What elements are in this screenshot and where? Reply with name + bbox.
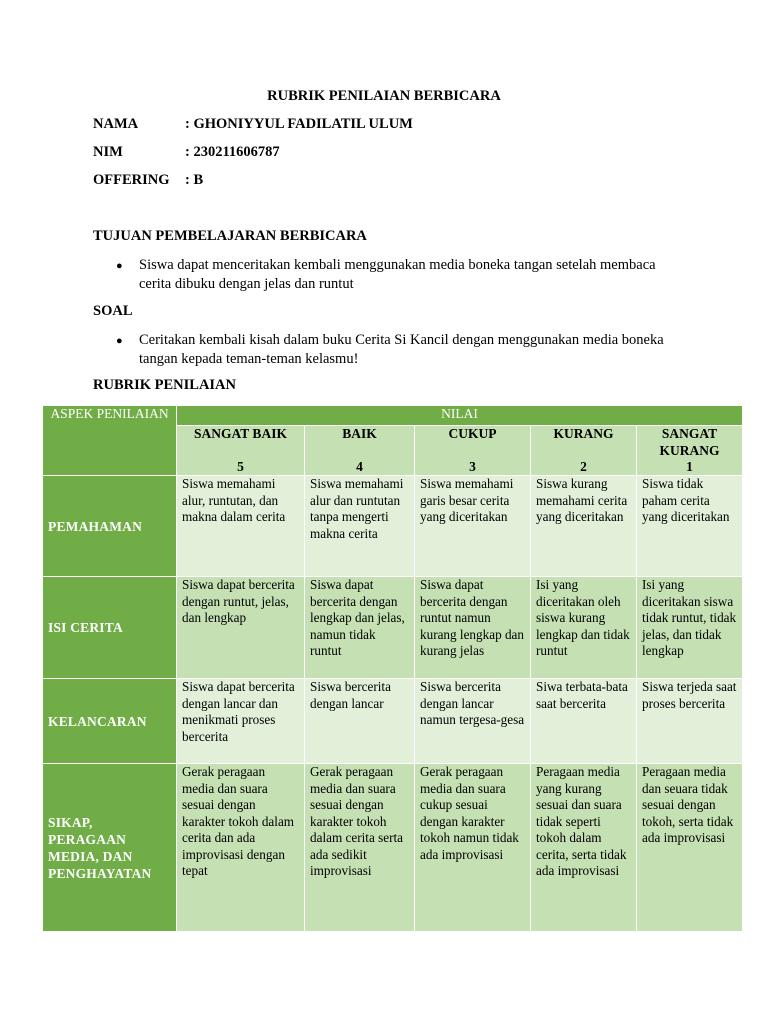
name-row: [93, 116, 413, 133]
aspect-name: PEMAHAMAN: [43, 476, 177, 577]
question-heading: SOAL: [93, 303, 133, 319]
level-header: [415, 426, 531, 476]
table-row: [43, 577, 743, 679]
level-score: 4: [356, 458, 363, 474]
table-cell: Siswa dapat bercerita dengan runtut, jelas, dan lengkap: [177, 577, 305, 679]
level-name: KURANG: [553, 426, 614, 441]
offering-value: : B: [185, 172, 204, 188]
objective-heading: TUJUAN PEMBELAJARAN BERBICARA: [93, 228, 367, 244]
level-name: BAIK: [342, 426, 377, 441]
level-score: 5: [237, 458, 244, 474]
rubric-heading: RUBRIK PENILAIAN: [93, 377, 237, 393]
table-cell: Gerak peragaan media dan suara cukup sesuai dengan karakter tokoh namun tidak ada improvisasi: [415, 764, 531, 932]
table-cell: Siswa bercerita dengan lancar namun tergesa-gesa: [415, 679, 531, 764]
nim-value: : 230211606787: [185, 144, 280, 160]
aspect-name: ISI CERITA: [43, 577, 177, 679]
offering-label: OFFERING: [93, 172, 170, 188]
nim-label: NIM: [93, 144, 123, 160]
bullet-icon: ●: [116, 335, 123, 347]
aspect-name: KELANCARAN: [43, 679, 177, 764]
table-row: [43, 764, 743, 932]
aspect-header: ASPEK PENILAIAN: [43, 406, 177, 476]
nilai-header: NILAI: [177, 406, 743, 426]
offering-row: [93, 172, 203, 189]
question-text: Ceritakan kembali kisah dalam buku Cerita Si Kancil dengan menggunakan media boneka tangan kepada teman-teman kelasmu!: [139, 332, 664, 367]
level-name: CUKUP: [448, 426, 497, 441]
level-header: [305, 426, 415, 476]
table-cell: Siswa dapat bercerita dengan runtut namun kurang lengkap dan kurang jelas: [415, 577, 531, 679]
table-cell: Siswa memahami garis besar cerita yang diceritakan: [415, 476, 531, 577]
table-cell: Siswa bercerita dengan lancar: [305, 679, 415, 764]
level-score: 3: [469, 458, 476, 474]
table-cell: Siswa memahami alur, runtutan, dan makna dalam cerita: [177, 476, 305, 577]
table-cell: Siswa dapat bercerita dengan lengkap dan jelas, namun tidak runtut: [305, 577, 415, 679]
page-title: RUBRIK PENILAIAN BERBICARA: [267, 88, 501, 104]
objective-text: Siswa dapat menceritakan kembali menggunakan media boneka tangan setelah membaca cerita dibuku dengan jelas dan runtut: [139, 257, 656, 292]
level-score: 2: [580, 458, 587, 474]
bullet-icon: ●: [116, 260, 123, 272]
objective-bullet: [116, 256, 676, 294]
table-cell: Siwa terbata-bata saat bercerita: [531, 679, 637, 764]
level-header: [531, 426, 637, 476]
name-label: NAMA: [93, 116, 139, 132]
question-bullet: [116, 331, 676, 369]
nim-row: [93, 144, 280, 161]
table-cell: Isi yang diceritakan siswa tidak runtut, tidak jelas, dan tidak lengkap: [637, 577, 743, 679]
table-cell: Siswa memahami alur dan runtutan tanpa mengerti makna cerita: [305, 476, 415, 577]
rubric-table: [42, 405, 743, 932]
aspect-name: SIKAP, PERAGAAN MEDIA, DAN PENGHAYATAN: [43, 764, 177, 932]
table-cell: Peragaan media dan seuara tidak sesuai dengan tokoh, serta tidak ada improvisasi: [637, 764, 743, 932]
table-cell: Gerak peragaan media dan suara sesuai dengan karakter tokoh dalam cerita dan ada improvisasi dengan tepat: [177, 764, 305, 932]
level-header: [177, 426, 305, 476]
table-row: [43, 679, 743, 764]
level-name: SANGAT KURANG: [659, 426, 720, 458]
table-cell: Siswa terjeda saat proses bercerita: [637, 679, 743, 764]
table-cell: Siswa dapat bercerita dengan lancar dan menikmati proses bercerita: [177, 679, 305, 764]
level-name: SANGAT BAIK: [194, 426, 287, 441]
table-cell: Siswa kurang memahami cerita yang diceritakan: [531, 476, 637, 577]
name-value: : GHONIYYUL FADILATIL ULUM: [185, 116, 413, 132]
table-cell: Peragaan media yang kurang sesuai dan suara tidak seperti tokoh dalam cerita, serta tidak ada improvisasi: [531, 764, 637, 932]
level-header: [637, 426, 743, 476]
table-row: [43, 476, 743, 577]
level-score: 1: [686, 458, 693, 474]
table-cell: Gerak peragaan media dan suara sesuai dengan karakter tokoh dalam cerita serta ada sedikit improvisasi: [305, 764, 415, 932]
table-cell: Siswa tidak paham cerita yang diceritakan: [637, 476, 743, 577]
table-cell: Isi yang diceritakan oleh siswa kurang lengkap dan tidak runtut: [531, 577, 637, 679]
